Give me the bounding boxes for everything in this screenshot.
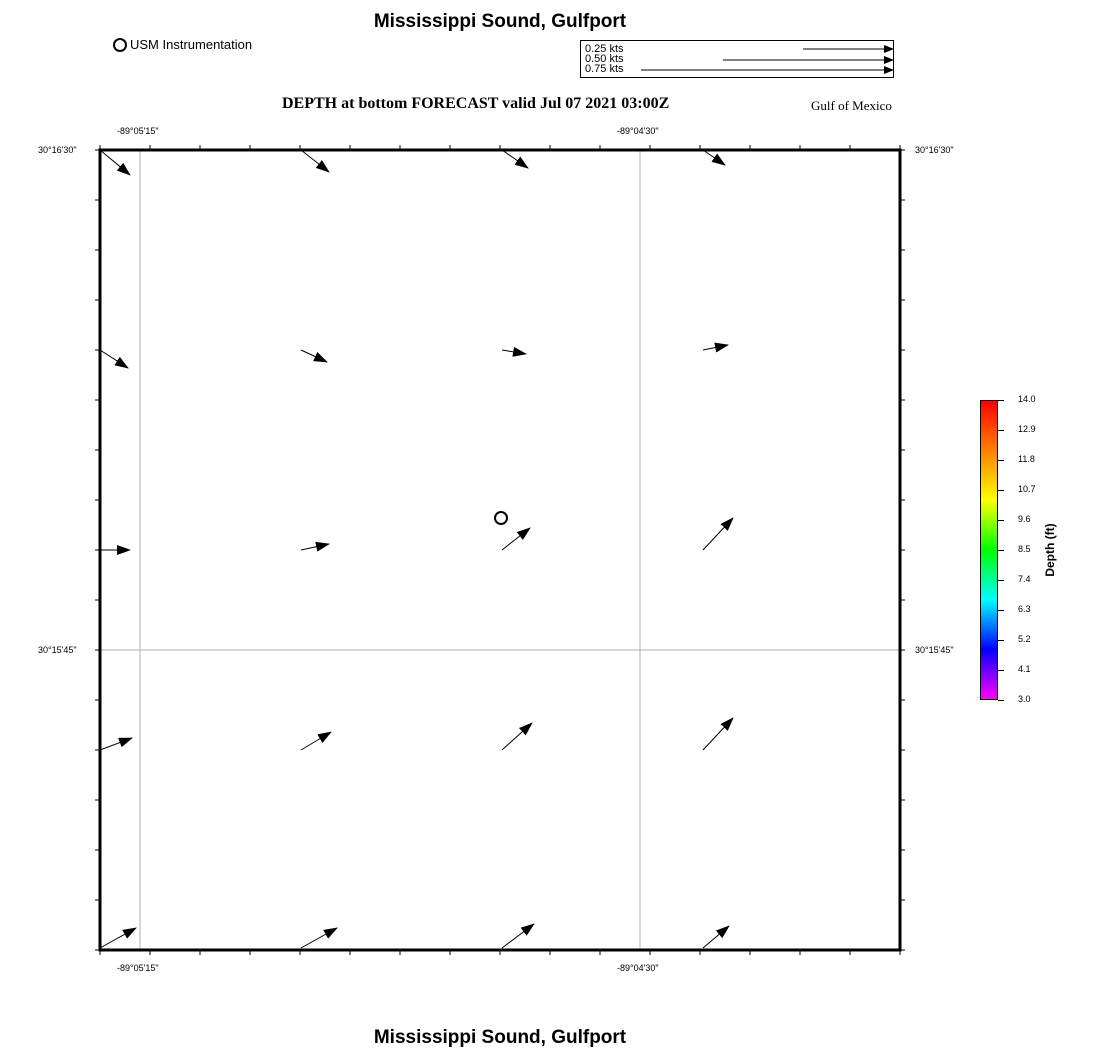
current-vector-arrow: [301, 544, 329, 550]
colorbar-label: Depth (ft): [1043, 523, 1057, 577]
speed-label-025: 0.25 kts: [585, 43, 624, 55]
current-vector-arrow: [301, 732, 331, 750]
colorbar-tick-label: 7.4: [1018, 574, 1031, 584]
current-vectors: [100, 150, 733, 948]
colorbar-tick-mark: [998, 700, 1004, 701]
colorbar-tick-mark: [998, 640, 1004, 641]
frame-ticks: [95, 145, 905, 955]
lon-label-top-2: -89°04'30": [617, 126, 659, 136]
colorbar-tick-label: 14.0: [1018, 394, 1036, 404]
colorbar-tick-label: 12.9: [1018, 424, 1036, 434]
depth-colorbar: [980, 400, 998, 700]
current-vector-arrow: [502, 350, 526, 354]
current-vector-arrow: [502, 528, 530, 550]
region-label: Gulf of Mexico: [811, 98, 892, 113]
colorbar-tick-label: 10.7: [1018, 484, 1036, 494]
current-vector-arrow: [100, 150, 130, 175]
current-vector-arrow: [100, 928, 136, 948]
colorbar-tick-mark: [998, 610, 1004, 611]
colorbar-tick-mark: [998, 430, 1004, 431]
lat-label-right-2: 30°15'45": [915, 645, 954, 655]
current-vector-arrow: [502, 723, 532, 750]
footer-title: Mississippi Sound, Gulfport: [373, 1027, 627, 1048]
current-vector-arrow: [100, 738, 132, 750]
current-vector-arrow: [703, 150, 725, 165]
lat-label-left-2: 30°15'45": [38, 645, 77, 655]
graticule: [100, 150, 900, 950]
colorbar-tick-mark: [998, 670, 1004, 671]
colorbar-tick-label: 4.1: [1018, 664, 1031, 674]
lat-label-right-1: 30°16'30": [915, 145, 954, 155]
instrument-legend: [113, 37, 252, 52]
speed-label-075: 0.75 kts: [585, 63, 624, 75]
current-vector-arrow: [502, 150, 528, 168]
colorbar-tick-label: 5.2: [1018, 634, 1031, 644]
colorbar-tick-label: 9.6: [1018, 514, 1031, 524]
lon-label-bottom-2: -89°04'30": [617, 963, 659, 973]
colorbar-tick-label: 6.3: [1018, 604, 1031, 614]
colorbar-tick-label: 11.8: [1018, 454, 1035, 464]
current-vector-arrow: [301, 350, 327, 362]
current-vector-arrow: [703, 345, 728, 350]
speed-scale-legend: [580, 40, 894, 78]
instrument-circle-icon: [113, 38, 127, 52]
map-title: Mississippi Sound, Gulfport: [373, 11, 627, 32]
colorbar-tick-mark: [998, 550, 1004, 551]
current-vector-arrow: [502, 924, 534, 948]
colorbar-tick-label: 3.0: [1018, 694, 1031, 704]
current-vector-arrow: [301, 150, 329, 172]
colorbar-tick-mark: [998, 400, 1004, 401]
colorbar-tick-label: 8.5: [1018, 544, 1031, 554]
lat-label-left-1: 30°16'30": [38, 145, 77, 155]
current-vector-arrow: [100, 350, 128, 368]
current-vector-arrow: [703, 518, 733, 550]
colorbar-tick-mark: [998, 580, 1004, 581]
colorbar-tick-mark: [998, 460, 1004, 461]
map-frame: [100, 150, 900, 950]
speed-label-050: 0.50 kts: [585, 53, 624, 65]
current-vector-arrow: [703, 718, 733, 750]
colorbar-tick-mark: [998, 490, 1004, 491]
colorbar-tick-mark: [998, 520, 1004, 521]
current-vector-arrow: [703, 926, 729, 948]
lon-label-bottom-1: -89°05'15": [117, 963, 159, 973]
lon-label-top-1: -89°05'15": [117, 126, 159, 136]
instrument-legend-label: USM Instrumentation: [130, 37, 253, 52]
current-vector-arrow: [301, 928, 337, 948]
instrument-marker-icon: [495, 512, 507, 524]
forecast-subtitle: DEPTH at bottom FORECAST valid Jul 07 2021 03:00Z: [282, 95, 670, 112]
speed-scale-arrows: [581, 41, 895, 79]
